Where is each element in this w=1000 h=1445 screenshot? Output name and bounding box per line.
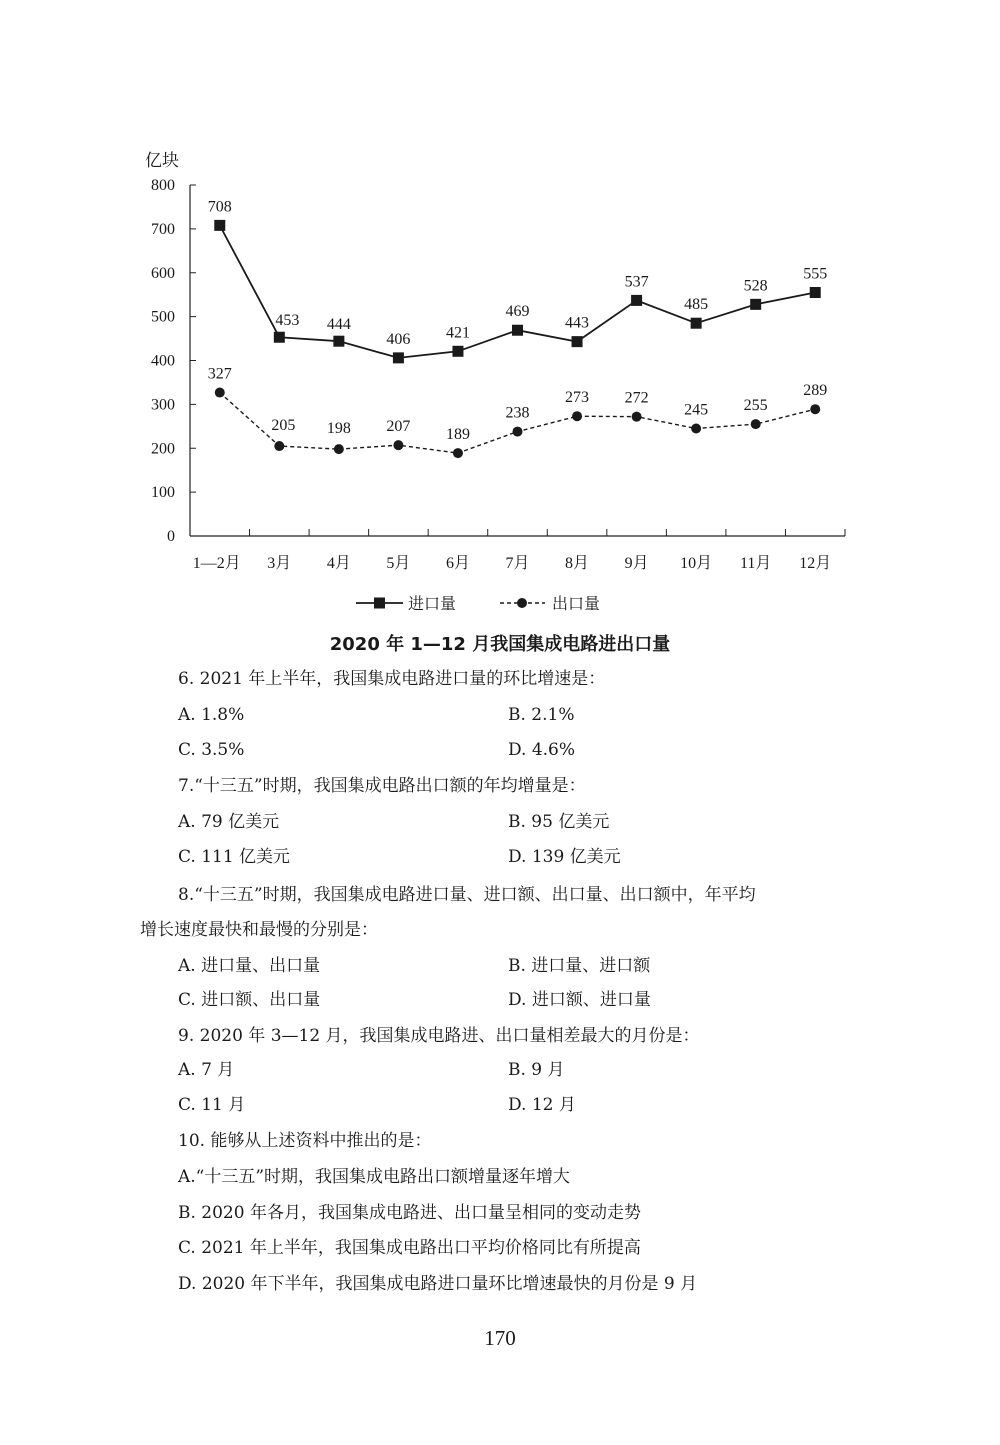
data-point-import xyxy=(393,352,404,363)
data-label-import: 555 xyxy=(803,265,828,283)
data-label-export: 238 xyxy=(505,404,530,422)
q6-option-b: B. 2.1% xyxy=(508,705,575,725)
data-point-import xyxy=(452,346,463,357)
x-tick-label: 8月 xyxy=(565,555,590,572)
data-label-export: 273 xyxy=(565,389,590,407)
data-point-export xyxy=(215,388,225,398)
data-label-import: 537 xyxy=(624,273,649,291)
q10-option-d: D. 2020 年下半年，我国集成电路进口量环比增速最快的月份是 9 月 xyxy=(178,1274,698,1294)
question-8-stem: 8.“十三五”时期，我国集成电路进口量、进口额、出口量、出口额中，年平均 xyxy=(178,885,756,905)
data-label-export: 255 xyxy=(743,397,768,415)
y-tick-label: 700 xyxy=(151,220,175,238)
data-label-import: 443 xyxy=(565,314,590,332)
q8-option-c: C. 进口额、出口量 xyxy=(178,990,321,1010)
x-tick-label: 6月 xyxy=(445,555,470,572)
q6-option-a: A. 1.8% xyxy=(178,705,245,725)
data-label-import: 421 xyxy=(445,324,470,342)
data-point-export xyxy=(572,411,582,421)
y-tick-label: 400 xyxy=(151,352,175,370)
q9-option-a: A. 7 月 xyxy=(178,1060,235,1080)
x-tick-label: 7月 xyxy=(505,555,530,572)
question-9-stem: 9. 2020 年 3—12 月，我国集成电路进、出口量相差最大的月份是： xyxy=(178,1026,700,1046)
data-label-import: 453 xyxy=(275,312,300,330)
legend-label-export: 出口量 xyxy=(552,596,601,613)
data-label-export: 205 xyxy=(271,417,296,435)
data-point-import xyxy=(750,299,761,310)
legend-label-import: 进口量 xyxy=(408,596,457,613)
data-label-import: 528 xyxy=(743,277,768,295)
y-tick-label: 600 xyxy=(151,264,175,282)
x-tick-label: 5月 xyxy=(386,555,411,572)
question-10-stem: 10. 能够从上述资料中推出的是： xyxy=(178,1131,432,1151)
data-point-export xyxy=(751,419,761,429)
data-label-import: 469 xyxy=(505,303,530,321)
data-point-export xyxy=(691,424,701,434)
x-tick-label: 1—2月 xyxy=(192,555,241,572)
y-axis-unit-label: 亿块 xyxy=(145,151,179,170)
q9-option-b: B. 9 月 xyxy=(508,1060,565,1080)
data-point-import xyxy=(333,336,344,347)
question-6-stem: 6. 2021 年上半年，我国集成电路进口量的环比增速是： xyxy=(178,669,606,689)
data-label-export: 207 xyxy=(386,418,411,436)
data-label-import: 406 xyxy=(386,330,411,348)
x-tick-label: 11月 xyxy=(739,555,772,572)
line-chart xyxy=(0,0,1000,625)
x-tick-label: 12月 xyxy=(799,555,832,572)
question-7-stem: 7.“十三五”时期，我国集成电路出口额的年均增量是： xyxy=(178,776,586,796)
data-point-import xyxy=(274,332,285,343)
data-point-export xyxy=(334,444,344,454)
data-point-export xyxy=(274,441,284,451)
data-point-import xyxy=(810,287,821,298)
q7-option-c: C. 111 亿美元 xyxy=(178,847,291,867)
y-tick-label: 500 xyxy=(151,308,175,326)
data-point-export xyxy=(453,448,463,458)
data-label-export: 245 xyxy=(684,401,709,419)
q7-option-d: D. 139 亿美元 xyxy=(508,847,621,867)
q8-option-b: B. 进口量、进口额 xyxy=(508,956,651,976)
y-tick-label: 200 xyxy=(151,440,175,458)
q10-option-a: A.“十三五”时期，我国集成电路出口额增量逐年增大 xyxy=(178,1167,571,1187)
data-point-import xyxy=(631,295,642,306)
q6-option-d: D. 4.6% xyxy=(508,740,576,760)
q8-option-d: D. 进口额、进口量 xyxy=(508,990,651,1010)
data-label-export: 189 xyxy=(445,426,470,444)
x-tick-label: 3月 xyxy=(267,555,292,572)
y-tick-label: 100 xyxy=(151,484,175,502)
y-tick-label: 0 xyxy=(167,528,175,545)
x-tick-label: 9月 xyxy=(624,555,649,572)
y-tick-label: 800 xyxy=(151,177,175,194)
data-point-import xyxy=(214,220,225,231)
page-number: 170 xyxy=(484,1326,516,1350)
question-8-stem-cont: 增长速度最快和最慢的分别是： xyxy=(140,920,378,940)
y-tick-label: 300 xyxy=(151,396,175,414)
data-point-export xyxy=(513,427,523,437)
q10-option-b: B. 2020 年各月，我国集成电路进、出口量呈相同的变动走势 xyxy=(178,1203,641,1223)
q9-option-d: D. 12 月 xyxy=(508,1095,576,1115)
series-line-import xyxy=(220,225,815,358)
q8-option-a: A. 进口量、出口量 xyxy=(178,956,321,976)
q7-option-b: B. 95 亿美元 xyxy=(508,812,610,832)
data-label-import: 708 xyxy=(207,198,232,216)
q10-option-c: C. 2021 年上半年，我国集成电路出口平均价格同比有所提高 xyxy=(178,1238,641,1258)
data-label-export: 272 xyxy=(624,389,649,407)
q9-option-c: C. 11 月 xyxy=(178,1095,246,1115)
data-point-export xyxy=(810,404,820,414)
series-line-export xyxy=(220,393,815,454)
data-point-export xyxy=(393,440,403,450)
legend-marker-import xyxy=(374,598,385,609)
data-point-import xyxy=(512,325,523,336)
chart-title: 2020 年 1—12 月我国集成电路进出口量 xyxy=(329,634,671,655)
data-label-export: 198 xyxy=(326,420,351,438)
data-label-import: 485 xyxy=(684,296,709,314)
data-point-import xyxy=(691,318,702,329)
data-point-export xyxy=(632,412,642,422)
q7-option-a: A. 79 亿美元 xyxy=(178,812,280,832)
data-label-export: 289 xyxy=(803,382,828,400)
q6-option-c: C. 3.5% xyxy=(178,740,245,760)
x-tick-label: 10月 xyxy=(680,555,713,572)
data-label-export: 327 xyxy=(207,365,232,383)
x-tick-label: 4月 xyxy=(326,555,351,572)
data-point-import xyxy=(572,336,583,347)
legend-marker-export xyxy=(517,598,527,608)
data-label-import: 444 xyxy=(326,316,351,334)
